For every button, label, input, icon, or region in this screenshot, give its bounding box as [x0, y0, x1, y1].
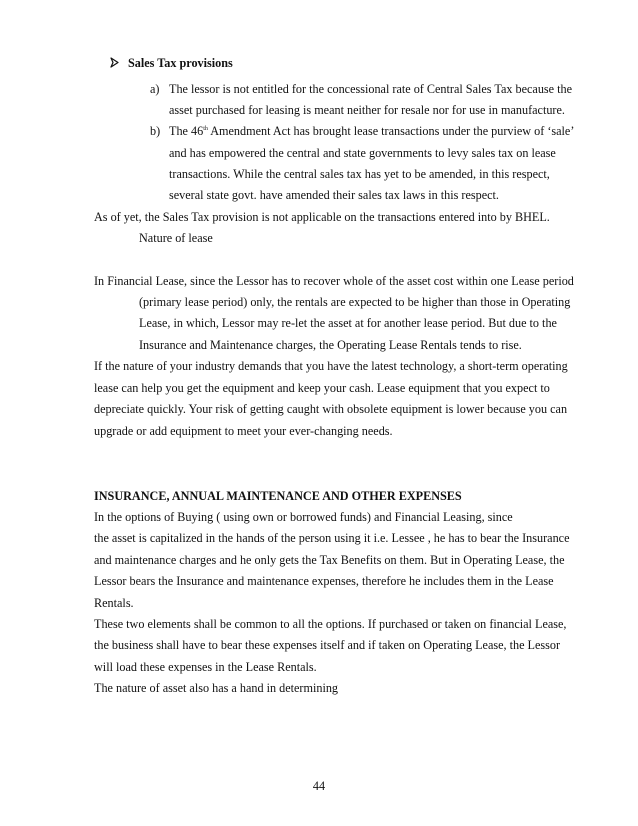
item-b-label: b) [150, 124, 161, 138]
item-b-line: several state govt. have amended their sales tax laws in this respect. [169, 188, 499, 202]
item-a-line: The lessor is not entitled for the concessional rate of Central Sales Tax because the [169, 82, 573, 96]
item-b-line: and has empowered the central and state governments to levy sales tax on lease [169, 146, 556, 160]
insurance-line: the business shall have to bear these expenses itself and if taken on Operating Lease, the Lessor [94, 638, 561, 652]
item-b-line: transactions. While the central sales tax has yet to be amended, in this respect, [169, 167, 550, 181]
item-b-line: The 46th Amendment Act has brought lease transactions under the purview of ‘sale’ [169, 124, 575, 138]
insurance-heading: INSURANCE, ANNUAL MAINTENANCE AND OTHER EXPENSES [94, 489, 462, 503]
sales-tax-conclusion: As of yet, the Sales Tax provision is not applicable on the transactions entered into by BHEL. [94, 210, 550, 224]
insurance-line: These two elements shall be common to all the options. If purchased or taken on financial Lease, [94, 617, 567, 631]
industry-line: depreciate quickly. Your risk of getting caught with obsolete equipment is lower because you can [94, 402, 568, 416]
nature-of-lease-heading: Nature of lease [139, 231, 213, 245]
industry-line: If the nature of your industry demands that you have the latest technology, a short-term operating [94, 359, 568, 373]
page-number: 44 [312, 779, 326, 793]
insurance-line: The nature of asset also has a hand in determining [94, 681, 339, 695]
arrow-bullet-icon [110, 56, 119, 68]
financial-lease-line: Lease, in which, Lessor may re-let the asset at for another lease period. But due to the [139, 316, 557, 330]
industry-line: upgrade or add equipment to meet your ever-changing needs. [94, 424, 393, 438]
insurance-line: Lessor bears the Insurance and maintenance expenses, therefore he includes them in the Lease [94, 574, 554, 588]
financial-lease-line: Insurance and Maintenance charges, the Operating Lease Rentals tends to rise. [139, 338, 522, 352]
sales-tax-heading: Sales Tax provisions [128, 56, 233, 70]
industry-line: lease can help you get the equipment and keep your cash. Lease equipment that you expect to [94, 381, 550, 395]
insurance-line: Rentals. [94, 596, 134, 610]
item-a-label: a) [150, 82, 160, 96]
item-a-line: asset purchased for leasing is meant neither for resale nor for use in manufacture. [169, 103, 565, 117]
insurance-line: In the options of Buying ( using own or borrowed funds) and Financial Leasing, since [94, 510, 513, 524]
insurance-line: the asset is capitalized in the hands of the person using it i.e. Lessee , he has to bear the Insurance [94, 531, 570, 545]
insurance-line: will load these expenses in the Lease Rentals. [94, 660, 317, 674]
insurance-line: and maintenance charges and he only gets the Tax Benefits on them. But in Operating Lease, the [94, 553, 565, 567]
financial-lease-line: (primary lease period) only, the rentals are expected to be higher than those in Operating [139, 295, 571, 309]
financial-lease-line: In Financial Lease, since the Lessor has to recover whole of the asset cost within one Lease period [94, 274, 574, 288]
